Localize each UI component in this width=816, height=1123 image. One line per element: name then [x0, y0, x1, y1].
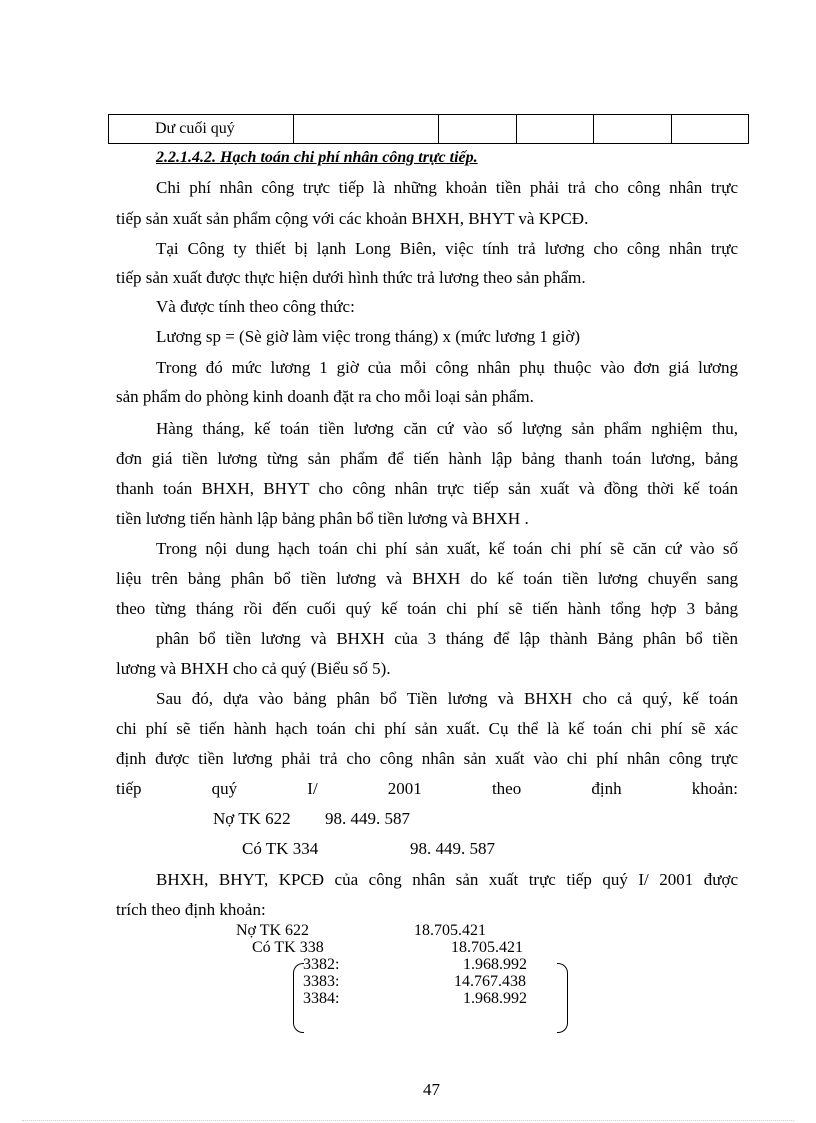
- sub-account: 3383:: [303, 973, 340, 990]
- sub-amount: 1.968.992: [463, 956, 527, 973]
- table-cell-label: Dư cuối quý: [109, 115, 294, 144]
- table-row: [109, 115, 749, 144]
- body-line: sản phẩm do phòng kinh doanh đặt ra cho mỗi loại sản phẩm.: [116, 387, 534, 406]
- credit-account: Có TK 338: [252, 939, 324, 956]
- body-line: Hàng tháng, kế toán tiền lương căn cứ vào số lượng sản phẩm nghiệm thu,: [156, 419, 738, 438]
- page-bottom-divider: [22, 1120, 794, 1121]
- formula-line: Lương sp = (Sè giờ làm việc trong tháng) x (mức lương 1 giờ): [156, 327, 580, 346]
- body-line: chi phí sẽ tiến hành hạch toán chi phí sản xuất. Cụ thể là kế toán chi phí sẽ xác: [116, 719, 738, 738]
- body-line: tiền lương tiến hành lập bảng phân bổ tiền lương và BHXH .: [116, 509, 529, 528]
- body-line: BHXH, BHYT, KPCĐ của công nhân sản xuất trực tiếp quý I/ 2001 được: [156, 870, 738, 889]
- body-line: tiếp quý I/ 2001 theo định khoản:: [116, 779, 738, 798]
- debit-amount: 98. 449. 587: [325, 809, 410, 828]
- body-line: trích theo định khoản:: [116, 900, 266, 919]
- debit-account: Nợ TK 622: [236, 922, 310, 939]
- sub-amount: 14.767.438: [454, 973, 526, 990]
- body-line: Trong đó mức lương 1 giờ của mỗi công nhân phụ thuộc vào đơn giá lương: [156, 358, 738, 377]
- page-number: 47: [423, 1080, 440, 1099]
- body-line: tiếp sản xuất sản phẩm cộng với các khoản BHXH, BHYT và KPCĐ.: [116, 209, 589, 228]
- debit-account: Nợ TK 622: [213, 809, 291, 828]
- body-line: lương và BHXH cho cả quý (Biểu số 5).: [116, 659, 391, 678]
- body-line: Và được tính theo công thức:: [156, 297, 355, 316]
- sub-amount: 1.968.992: [463, 990, 527, 1007]
- body-line: đơn giá tiền lương từng sản phẩm để tiến hành lập bảng thanh toán lương, bảng: [116, 449, 738, 468]
- body-line: Tại Công ty thiết bị lạnh Long Biên, việc tính trả lương cho công nhân trực: [156, 239, 738, 258]
- right-brace: [557, 963, 568, 1033]
- table-cell: [594, 115, 672, 144]
- body-line: Chi phí nhân công trực tiếp là những khoản tiền phải trả cho công nhân trực: [156, 178, 738, 197]
- body-line: theo từng tháng rồi đến cuối quý kế toán chi phí sẽ tiến hành tổng hợp 3 bảng: [116, 599, 738, 618]
- body-line: phân bổ tiền lương và BHXH của 3 tháng để lập thành Bảng phân bổ tiền: [156, 629, 738, 648]
- table-cell: [517, 115, 594, 144]
- credit-amount: 98. 449. 587: [410, 839, 495, 858]
- body-line: tiếp sản xuất được thực hiện dưới hình thức trả lương theo sản phẩm.: [116, 268, 586, 287]
- sub-account: 3382:: [303, 956, 340, 973]
- body-line: định được tiền lương phải trả cho công nhân sản xuất vào chi phí nhân công trực: [116, 749, 738, 768]
- table-cell: [439, 115, 517, 144]
- credit-amount: 18.705.421: [451, 939, 523, 956]
- section-heading: 2.2.1.4.2. Hạch toán chi phí nhân công trực tiếp.: [156, 149, 478, 166]
- body-line: Trong nội dung hạch toán chi phí sản xuất, kế toán chi phí sẽ căn cứ vào số: [156, 539, 738, 558]
- table-cell: [672, 115, 749, 144]
- balance-table: [108, 114, 749, 144]
- debit-amount: 18.705.421: [414, 922, 486, 939]
- credit-account: Có TK 334: [242, 839, 319, 858]
- sub-account: 3384:: [303, 990, 340, 1007]
- table-cell: [294, 115, 439, 144]
- body-line: Sau đó, dựa vào bảng phân bổ Tiền lương và BHXH cho cả quý, kế toán: [156, 689, 738, 708]
- body-line: liệu trên bảng phân bổ tiền lương và BHXH do kế toán tiền lương chuyển sang: [116, 569, 738, 588]
- body-line: thanh toán BHXH, BHYT cho công nhân trực tiếp sản xuất và đồng thời kế toán: [116, 479, 738, 498]
